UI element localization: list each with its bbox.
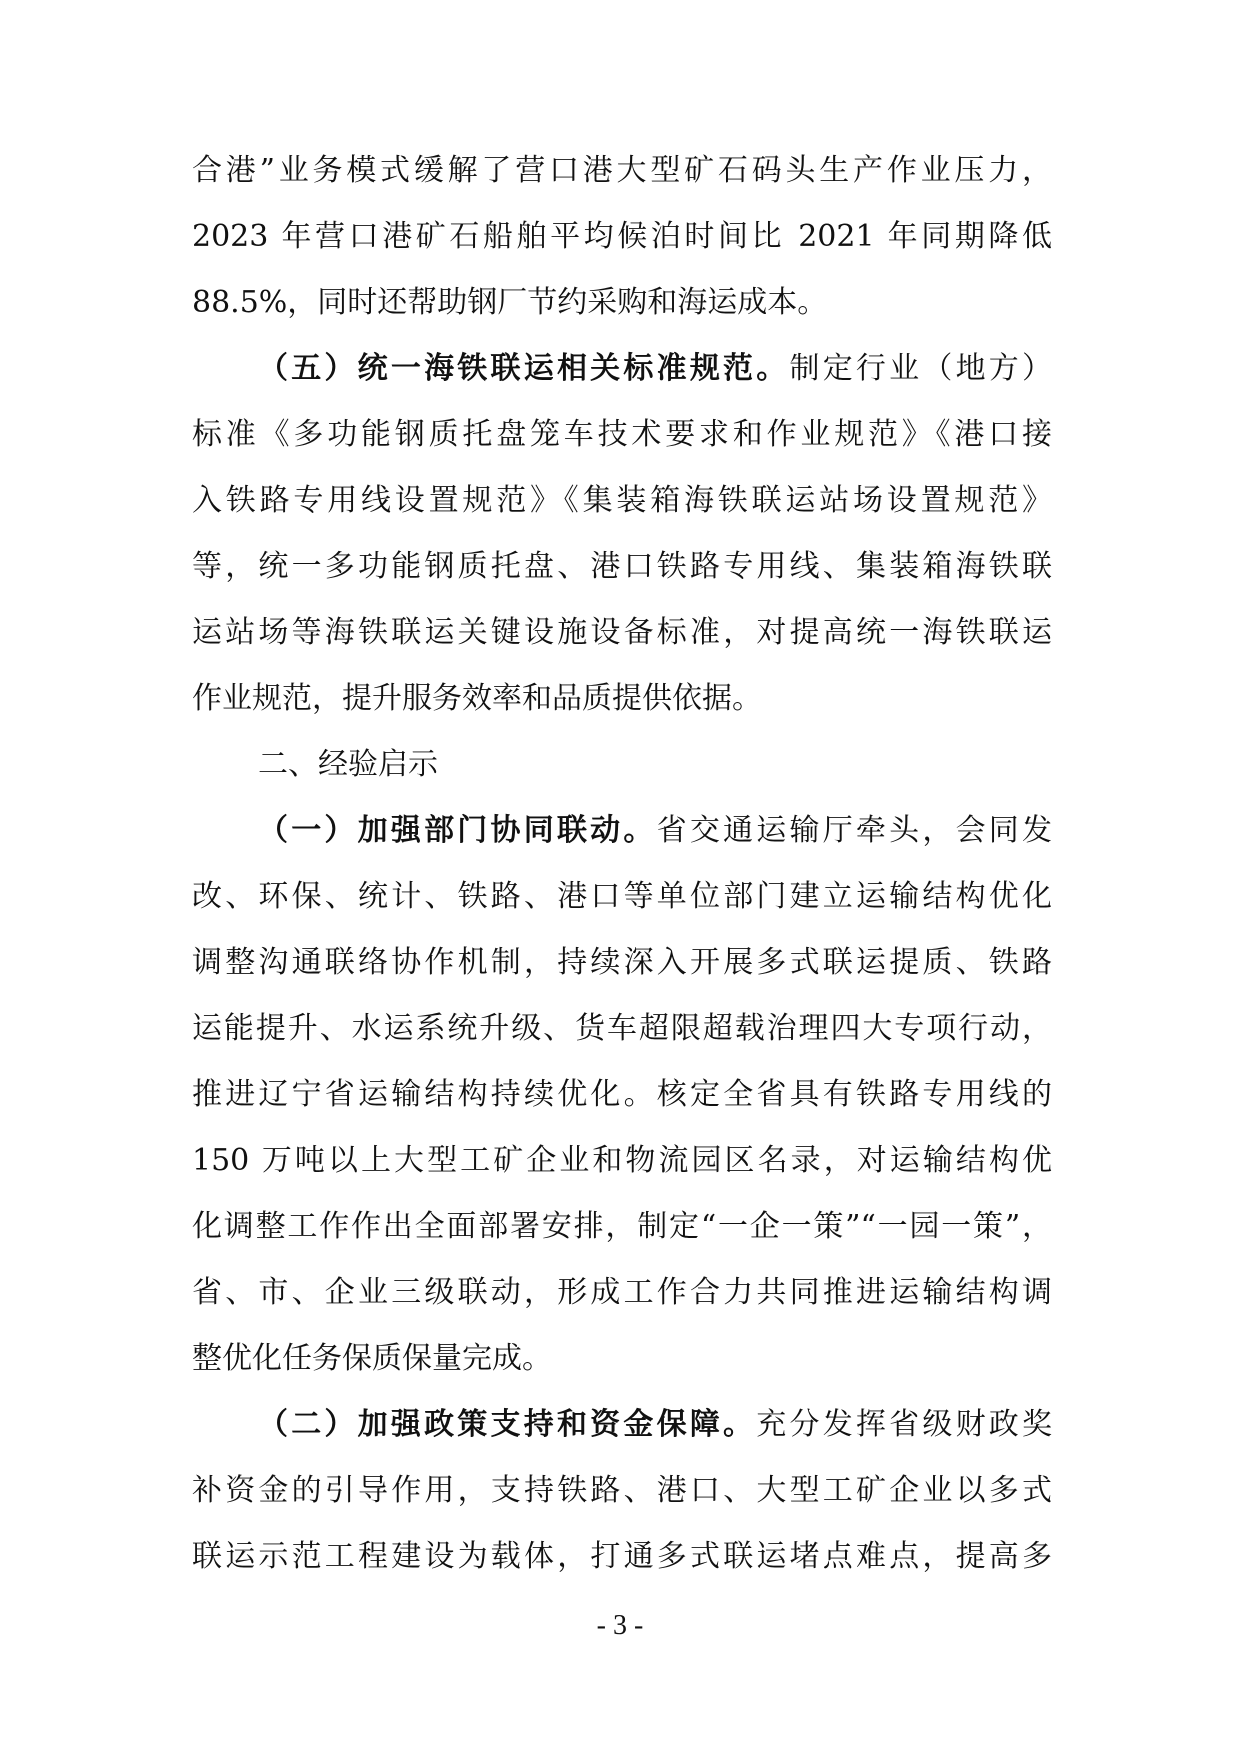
item-two-text: 充分发挥省级财政奖: [756, 1407, 1052, 1442]
section-heading: 二、经验启示: [258, 747, 438, 782]
text-line: 补资金的引导作用，支持铁路、港口、大型工矿企业以多式: [192, 1473, 1052, 1508]
text-line: 调整沟通联络协作机制，持续深入开展多式联运提质、铁路: [192, 945, 1052, 980]
item-two-first-line: [192, 1392, 1052, 1458]
text-line: 标准《多功能钢质托盘笼车技术要求和作业规范》《港口接: [192, 417, 1052, 452]
item-one-title: （一）加强部门协同联动。: [258, 813, 657, 848]
text-line: 联运示范工程建设为载体，打通多式联运堵点难点，提高多: [192, 1539, 1052, 1574]
text-line: 化调整工作作出全面部署安排，制定“一企一策”“一园一策”，: [192, 1209, 1052, 1244]
text-line: 整优化任务保质保量完成。: [192, 1341, 552, 1376]
page-number: - 3 -: [596, 1610, 644, 1641]
text-line: 2023 年营口港矿石船舶平均候泊时间比 2021 年同期降低: [192, 219, 1052, 254]
section-five-text: 制定行业（地方）: [789, 351, 1052, 386]
text-line: 省、市、企业三级联动，形成工作合力共同推进运输结构调: [192, 1275, 1052, 1310]
section-five-title: （五）统一海铁联运相关标准规范。: [258, 351, 790, 386]
item-one-text: 省交通运输厅牵头，会同发: [656, 813, 1052, 848]
text-line: 作业规范，提升服务效率和品质提供依据。: [192, 681, 762, 716]
text-line: 改、环保、统计、铁路、港口等单位部门建立运输结构优化: [192, 879, 1052, 914]
document-body: [192, 138, 1052, 1590]
text-line: 入铁路专用线设置规范》《集装箱海铁联运站场设置规范》: [192, 483, 1052, 518]
item-two-title: （二）加强政策支持和资金保障。: [258, 1407, 757, 1442]
text-line: 88.5%，同时还帮助钢厂节约采购和海运成本。: [192, 285, 828, 320]
section-five-first-line: [192, 336, 1052, 402]
text-line: 推进辽宁省运输结构持续优化。核定全省具有铁路专用线的: [192, 1077, 1052, 1112]
text-line: 150 万吨以上大型工矿企业和物流园区名录，对运输结构优: [192, 1143, 1052, 1178]
text-line: 运站场等海铁联运关键设施设备标准，对提高统一海铁联运: [192, 615, 1052, 650]
text-line: 运能提升、水运系统升级、货车超限超载治理四大专项行动，: [192, 1011, 1052, 1046]
item-one-first-line: [192, 798, 1052, 864]
text-line: 等，统一多功能钢质托盘、港口铁路专用线、集装箱海铁联: [192, 549, 1052, 584]
text-line: 合港”业务模式缓解了营口港大型矿石码头生产作业压力，: [192, 153, 1052, 188]
